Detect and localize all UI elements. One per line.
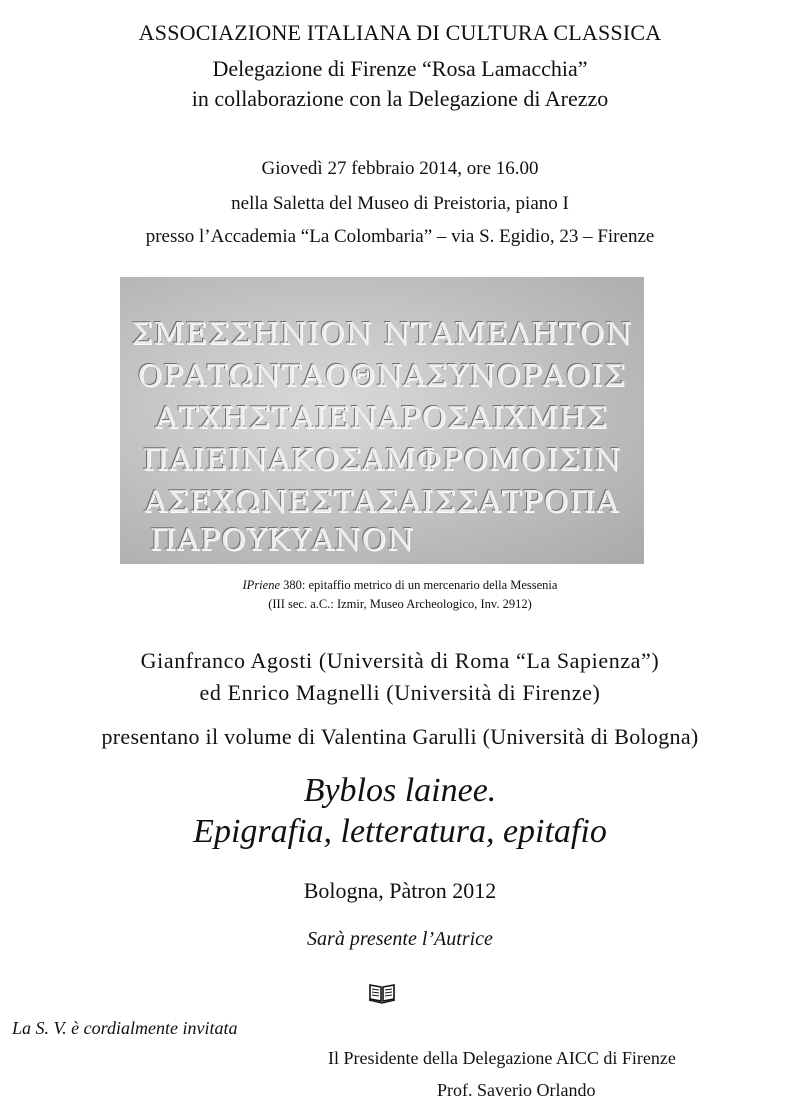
caption-source: IPriene <box>242 578 280 592</box>
invitation-text: La S. V. è cordialmente invitata <box>12 1018 238 1038</box>
organization-title: ASSOCIAZIONE ITALIANA DI CULTURA CLASSICA <box>138 20 662 45</box>
inscription-line: ΣΜΕΣΣΗΝΙΟΝ ΝΤΑΜΕΛΗΤΟΝ <box>131 317 633 352</box>
inscription-image <box>120 277 644 564</box>
inscription-line: ΑΤΧΗΣΤΑΙΕΝΑΡΟΣΑΙΧΜΗΣ <box>155 401 609 436</box>
book-publisher: Bologna, Pàtron 2012 <box>303 878 497 903</box>
speaker-1: Gianfranco Agosti (Università di Roma “La Sapienza”) <box>140 648 660 673</box>
delegation-line-1: Delegazione di Firenze “Rosa Lamacchia” <box>212 56 588 81</box>
event-address: presso l’Accademia “La Colombaria” – via S. Egidio, 23 – Firenze <box>145 226 655 247</box>
book-title-line-2: Epigrafia, letteratura, epitafio <box>193 813 607 850</box>
image-caption <box>0 578 800 593</box>
delegation-line-2: in collaborazione con la Delegazione di Arezzo <box>191 86 609 111</box>
event-date: Giovedì 27 febbraio 2014, ore 16.00 <box>261 158 539 179</box>
speaker-2: ed Enrico Magnelli (Università di Firenze) <box>199 680 601 705</box>
president-name: Prof. Saverio Orlando <box>437 1080 596 1100</box>
author-note: Sarà presente l’Autrice <box>307 928 493 950</box>
inscription-line: ΑΣΕΧΩΝΕΣΤΑΣΑΙΣΣΑΤΡΟΠΑ <box>144 485 620 520</box>
event-venue: nella Saletta del Museo di Preistoria, piano I <box>231 193 569 214</box>
inscription-line: ΠΑΡΟΥΚΥΑΝΟΝ <box>150 523 415 558</box>
caption-text: 380: epitaffio metrico di un mercenario della Messenia <box>280 578 558 592</box>
image-caption-line-2: (III sec. a.C.: Izmir, Museo Archeologico, Inv. 2912) <box>268 597 532 611</box>
book-title-line-1: Byblos lainee. <box>303 772 497 809</box>
inscription-line: ΠΑΙΕΙΝΑΚΟΣΑΜΦΡΟΜΟΙΣΙΝ <box>142 443 622 478</box>
open-book-icon <box>368 982 396 1004</box>
president-title: Il Presidente della Delegazione AICC di Firenze <box>328 1048 676 1068</box>
presentation-line: presentano il volume di Valentina Garulli (Università di Bologna) <box>101 724 699 749</box>
inscription-line: ΟΡΑΤΩΝΤΑΟΘΝΑΣΥΝΟΡΑΟΙΣ <box>137 359 627 394</box>
